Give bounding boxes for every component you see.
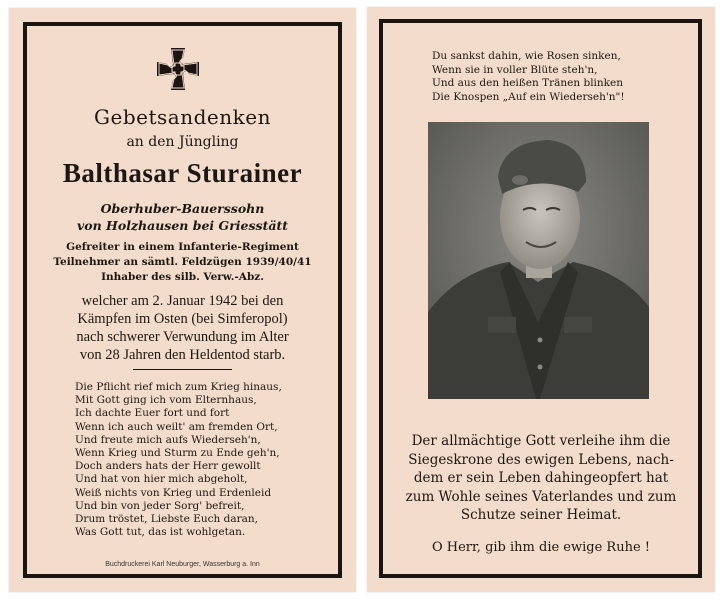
poem-line: Und freute mich aufs Wiederseh'n, xyxy=(75,433,261,446)
deceased-name: Balthasar Sturainer xyxy=(62,158,303,188)
rank-line: Gefreiter in einem Infanterie-Regiment xyxy=(66,241,299,253)
origin-line-1: Oberhuber-Bauerssohn xyxy=(100,201,265,216)
poem-line: Doch anders hats der Herr gewollt xyxy=(75,460,261,473)
divider-rule xyxy=(133,369,232,370)
memorial-poem xyxy=(75,381,282,539)
verse-line: Die Knospen „Auf ein Wiederseh'n"! xyxy=(432,90,625,103)
military-service-block xyxy=(9,240,356,285)
prayer-line: Schutze seiner Heimat. xyxy=(460,507,622,523)
memorial-card-left xyxy=(9,8,356,592)
poem-line: Was Gott tut, das ist wohlgetan. xyxy=(75,526,246,539)
death-line: nach schwerer Verwundung im Alter xyxy=(76,329,289,345)
verse-line: Und aus den heißen Tränen blinken xyxy=(432,77,624,89)
poem-line: Mit Gott ging ich vom Elternhaus, xyxy=(75,394,257,407)
memorial-card-right xyxy=(367,7,715,592)
poem-line: Wenn Krieg und Sturm zu Ende geh'n, xyxy=(75,447,280,460)
prayer-line: Der allmächtige Gott verleihe ihm die xyxy=(411,433,671,449)
death-notice-block xyxy=(9,292,356,364)
svg-text:1939: 1939 xyxy=(185,80,196,85)
closing-prayer: O Herr, gib ihm die ewige Ruhe ! xyxy=(431,540,651,555)
poem-line: Ich dachte Euer fort und fort xyxy=(75,407,230,420)
memorial-title: Gebetsandenken xyxy=(94,105,271,129)
poem-line: Weiß nichts von Krieg und Erdenleid xyxy=(75,486,272,499)
printer-credit: Buchdruckerei Karl Neuburger, Wasserburg a. Inn xyxy=(105,561,260,568)
prayer-line: Siegeskrone des ewigen Lebens, nach- xyxy=(408,451,674,468)
soldier-portrait-photo xyxy=(428,122,649,399)
poem-line: Wenn ich auch weilt' am fremden Ort, xyxy=(75,420,278,433)
poem-line: Drum tröstet, Liebste Euch daran, xyxy=(75,513,258,526)
verse-line: Du sankst dahin, wie Rosen sinken, xyxy=(432,50,621,62)
prayer-block xyxy=(367,432,715,525)
poem-line: Die Pflicht rief mich zum Krieg hinaus, xyxy=(75,381,282,393)
rank-line: Teilnehmer an sämtl. Feldzügen 1939/40/41 xyxy=(53,256,312,268)
death-line: Kämpfen im Osten (bei Simferopol) xyxy=(77,311,288,327)
prayer-line: zum Wohle seines Vaterlandes und zum xyxy=(405,488,677,505)
verse-line: Wenn sie in voller Blüte steh'n, xyxy=(432,63,598,76)
death-line: von 28 Jahren den Heldentod starb. xyxy=(79,347,286,363)
prayer-line: dem er sein Leben dahingeopfert hat xyxy=(413,470,669,486)
rank-line: Inhaber des silb. Verw.-Abz. xyxy=(101,271,264,283)
opening-verse xyxy=(432,50,625,104)
addressee-line: an den Jüngling xyxy=(126,134,239,150)
death-line: welcher am 2. Januar 1942 bei den xyxy=(81,293,284,309)
poem-line: Und bin von jeder Sorg' befreit, xyxy=(75,499,245,512)
poem-line: Und hat von hier mich abgeholt, xyxy=(75,473,248,486)
iron-cross-icon xyxy=(153,44,203,94)
origin-line-2: von Holzhausen bei Griesstätt xyxy=(77,218,288,233)
